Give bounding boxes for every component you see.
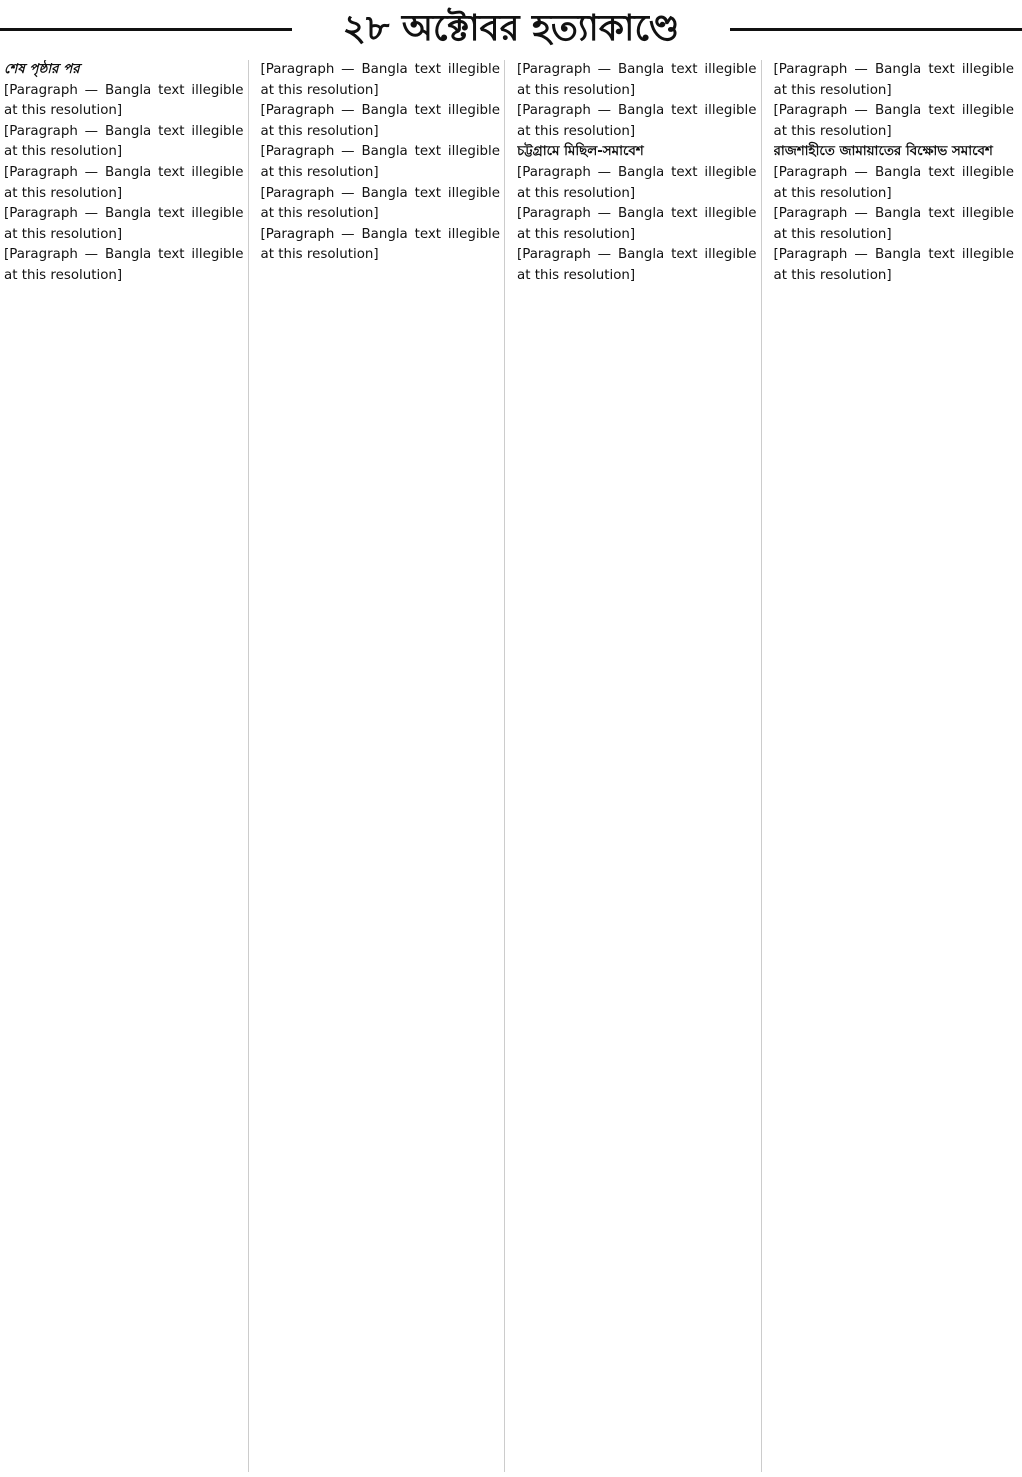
headline-banner [0, 0, 1022, 58]
paragraph: [Paragraph — Bangla text illegible at this resolution] [517, 247, 757, 283]
paragraph: [Paragraph — Bangla text illegible at this resolution] [4, 123, 244, 160]
paragraph: [Paragraph — Bangla text illegible at this resolution] [4, 82, 244, 119]
paragraph: [Paragraph — Bangla text illegible at this resolution] [773, 103, 1014, 139]
paragraph: [Paragraph — Bangla text illegible at this resolution] [260, 226, 500, 263]
article-columns [4, 60, 1018, 1472]
paragraph: [Paragraph — Bangla text illegible at this resolution] [773, 206, 1014, 242]
paragraph: [Paragraph — Bangla text illegible at this resolution] [773, 247, 1014, 283]
paragraph: [Paragraph — Bangla text illegible at this resolution] [517, 62, 757, 98]
paragraph: [Paragraph — Bangla text illegible at this resolution] [260, 144, 500, 180]
paragraph: [Paragraph — Bangla text illegible at this resolution] [260, 62, 500, 98]
headline-rule-right [730, 28, 1022, 31]
column-3 [517, 60, 762, 1472]
paragraph: [Paragraph — Bangla text illegible at this resolution] [517, 103, 757, 139]
column-1 [4, 60, 249, 1472]
paragraph: [Paragraph — Bangla text illegible at this resolution] [4, 206, 244, 242]
paragraph: [Paragraph — Bangla text illegible at this resolution] [773, 164, 1014, 201]
paragraph: [Paragraph — Bangla text illegible at this resolution] [517, 164, 757, 201]
paragraph: [Paragraph — Bangla text illegible at this resolution] [773, 62, 1014, 98]
column-4 [774, 60, 1019, 1472]
section-subhead: চট্টগ্রামে মিছিল-সমাবেশ [517, 144, 644, 160]
paragraph: [Paragraph — Bangla text illegible at this resolution] [4, 247, 244, 283]
paragraph: [Paragraph — Bangla text illegible at this resolution] [260, 185, 500, 222]
headline-rule-left [0, 28, 292, 31]
column-2 [261, 60, 506, 1472]
paragraph: [Paragraph — Bangla text illegible at this resolution] [4, 164, 244, 201]
paragraph: [Paragraph — Bangla text illegible at this resolution] [517, 206, 757, 242]
section-subhead: রাজশাহীতে জামায়াতের বিক্ষোভ সমাবেশ [773, 144, 993, 160]
paragraph: [Paragraph — Bangla text illegible at this resolution] [260, 103, 500, 139]
headline: ২৮ অক্টোবর হত্যাকাণ্ডে [342, 8, 680, 49]
continuation-kicker: শেষ পৃষ্ঠার পর [4, 62, 80, 77]
